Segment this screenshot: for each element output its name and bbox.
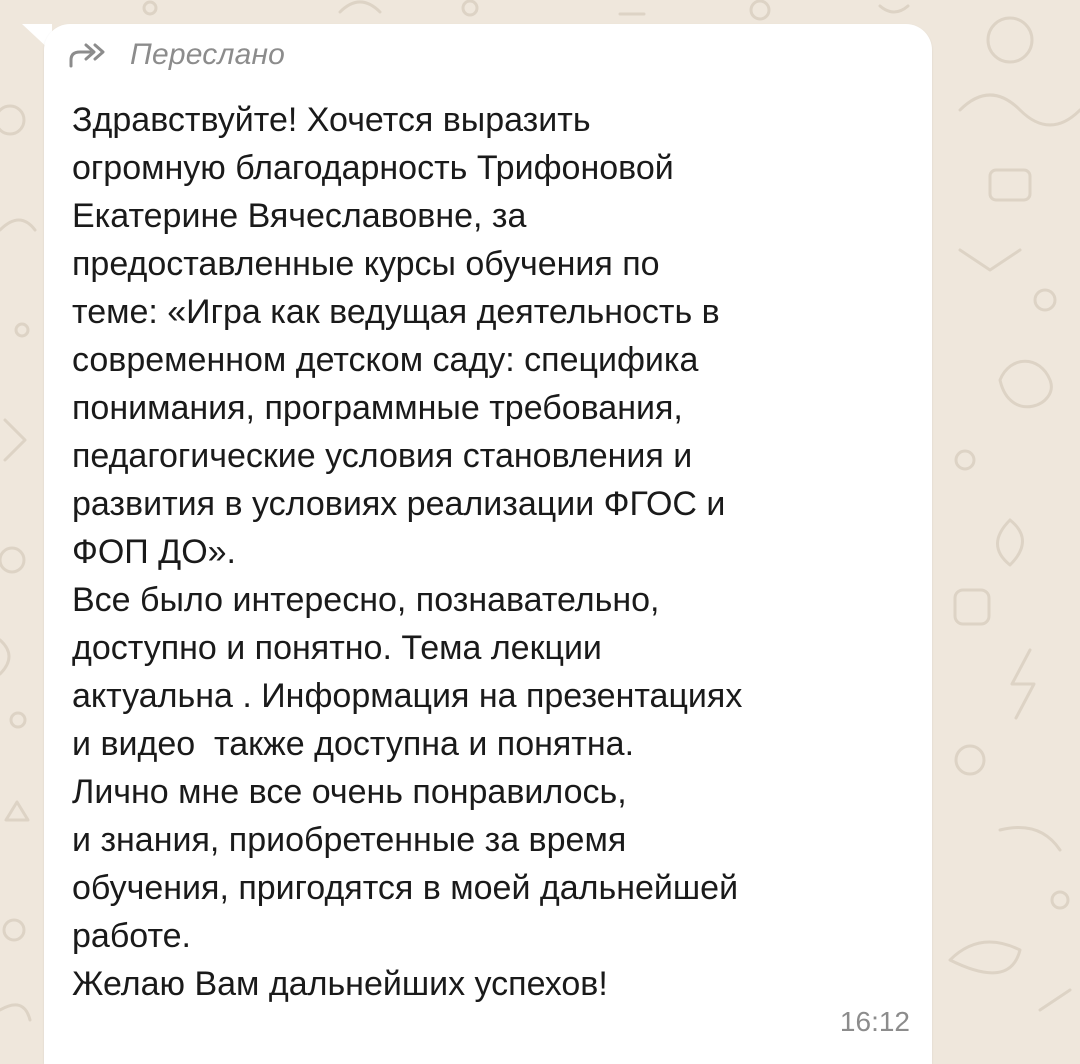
message-text: Здравствуйте! Хочется выразить огромную благодарность Трифоновой Екатерине Вячеславовне, за предоставленные курсы обучения по теме: «Игра как ведущая деятельность в современном детском саду: специфика понимания, программные требования, педагогические условия становления и развития в условиях реализации ФГОС и ФОП ДО». Все было интересно, познавательно, доступно и понятно. Тема лекции актуальна . Информация на презентациях и видео также доступна и понятна. Лично мне все очень понравилось, и знания, приобретенные за время обучения, пригодятся в моей дальнейшей работе. Желаю Вам дальнейших успехов! [72, 101, 743, 1003]
message-timestamp: 16:12 [839, 1006, 910, 1037]
forward-arrow-icon [68, 40, 110, 70]
forwarded-indicator [68, 34, 285, 76]
forwarded-label: Переслано [130, 38, 286, 71]
message-bubble[interactable] [44, 24, 932, 1064]
